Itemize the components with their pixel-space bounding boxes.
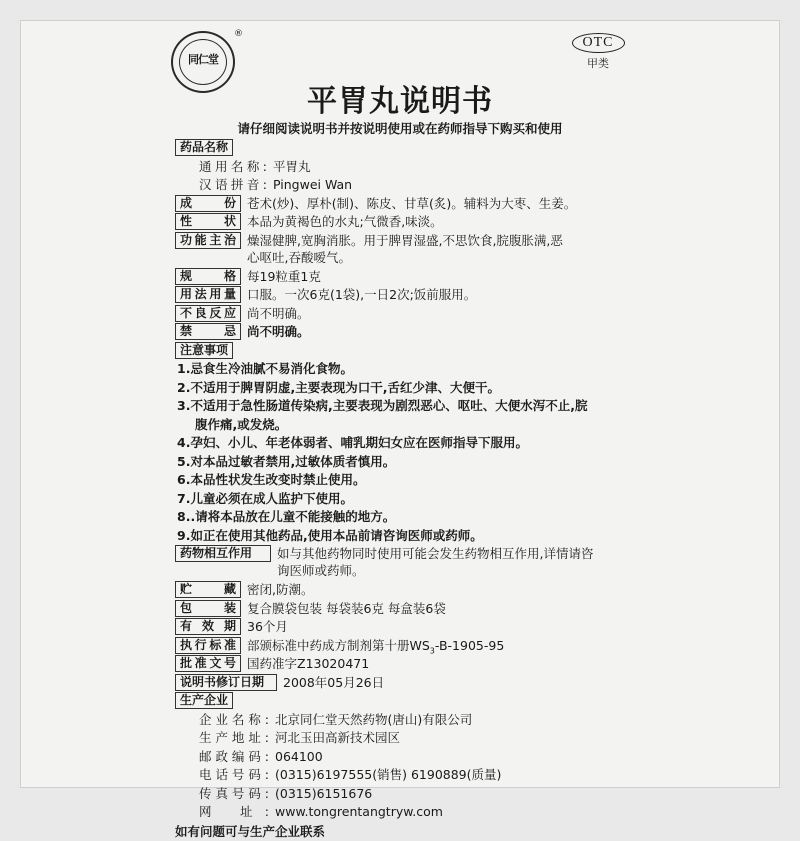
zip-row: [175, 748, 675, 767]
registered-mark: ®: [234, 29, 243, 39]
fax-row: [175, 785, 675, 804]
otc-class: 甲类: [568, 55, 628, 71]
package-value: 复合膜袋包装 每袋装6克 每盒装6袋: [247, 600, 675, 617]
function-value-line2: 心呕吐,吞酸嗳气。: [247, 250, 351, 265]
website-value: www.tongrentangtryw.com: [275, 803, 675, 820]
address-key: 生产地址:: [199, 729, 269, 746]
interaction-value-line2: 询医师或药师。: [277, 563, 365, 578]
standard-row: [175, 637, 675, 656]
character-label: 性 状: [175, 213, 241, 230]
generic-name-value: 平胃丸: [273, 158, 675, 175]
interaction-row: [175, 545, 675, 581]
package-row: [175, 600, 675, 619]
note-item: 2.不适用于脾胃阴虚,主要表现为口干,舌红少津、大便干。: [175, 379, 675, 398]
note-item: 1.忌食生冷油腻不易消化食物。: [175, 360, 675, 379]
note-item-continued: 腹作痛,或发烧。: [175, 416, 675, 435]
usage-value: 口服。一次6克(1袋),一日2次;饭前服用。: [247, 286, 675, 303]
page-subtitle: 请仔细阅读说明书并按说明使用或在药师指导下购买和使用: [21, 119, 779, 137]
spec-label: 规 格: [175, 268, 241, 285]
address-row: [175, 729, 675, 748]
pinyin-row: [175, 176, 675, 195]
phone-key: 电话号码:: [199, 766, 269, 783]
adverse-value: 尚不明确。: [247, 305, 675, 322]
ingredients-label: 成 份: [175, 195, 241, 212]
function-value-line1: 燥湿健脾,宽胸消胀。用于脾胃湿盛,不思饮食,脘腹胀满,恶: [247, 233, 563, 248]
website-row: [175, 803, 675, 822]
notes-label: 注意事项: [175, 342, 233, 359]
pinyin-value: Pingwei Wan: [273, 176, 675, 193]
notes-header: [175, 342, 675, 361]
zip-value: 064100: [275, 748, 675, 765]
usage-row: [175, 286, 675, 305]
validity-row: [175, 618, 675, 637]
approval-label: 批准文号: [175, 655, 241, 672]
function-label: 功能主治: [175, 232, 241, 249]
website-key: 网 址:: [199, 803, 269, 820]
contraindication-row: [175, 323, 675, 342]
drug-name-header: [175, 139, 675, 158]
generic-name-row: [175, 158, 675, 177]
storage-value: 密闭,防潮。: [247, 581, 675, 598]
validity-label: 有 效 期: [175, 618, 241, 635]
interaction-label: 药物相互作用: [175, 545, 271, 562]
logo-text: 同仁堂: [173, 51, 233, 67]
validity-value: 36个月: [247, 618, 675, 635]
note-item: 9.如正在使用其他药品,使用本品前请咨询医师或药师。: [175, 527, 675, 546]
address-value: 河北玉田高新技术园区: [275, 729, 675, 746]
note-item: 8..请将本品放在儿童不能接触的地方。: [175, 508, 675, 527]
fax-value: (0315)6151676: [275, 785, 675, 802]
spec-row: [175, 268, 675, 287]
interaction-value-line1: 如与其他药物同时使用可能会发生药物相互作用,详情请咨: [277, 546, 593, 561]
package-label: 包 装: [175, 600, 241, 617]
otc-label: OTC: [572, 33, 625, 53]
note-item: 3.不适用于急性肠道传染病,主要表现为剧烈恶心、呕吐、大便水泻不止,脘: [175, 397, 675, 416]
manufacturer-label: 生产企业: [175, 692, 233, 709]
phone-value: (0315)6197555(销售) 6190889(质量): [275, 766, 675, 783]
adverse-label: 不良反应: [175, 305, 241, 322]
standard-value-code: -B-1905-95: [435, 638, 504, 653]
usage-label: 用法用量: [175, 286, 241, 303]
manufacturer-header: [175, 692, 675, 711]
interaction-value: [277, 545, 675, 579]
spec-value: 每19粒重1克: [247, 268, 675, 285]
page-title: 平胃丸说明书: [21, 76, 779, 120]
drug-name-label: 药品名称: [175, 139, 233, 156]
note-item: 7.儿童必须在成人监护下使用。: [175, 490, 675, 509]
function-row: [175, 232, 675, 268]
instruction-sheet: [20, 20, 780, 788]
generic-name-key: 通用名称:: [199, 158, 267, 175]
character-row: [175, 213, 675, 232]
content-body: [175, 139, 675, 841]
zip-key: 邮政编码:: [199, 748, 269, 765]
contraindication-value: 尚不明确。: [247, 323, 675, 340]
approval-value: 国药准字Z13020471: [247, 655, 675, 672]
otc-badge: [568, 31, 628, 71]
note-item: 5.对本品过敏者禁用,过敏体质者慎用。: [175, 453, 675, 472]
fax-key: 传真号码:: [199, 785, 269, 802]
standard-subscript: 3: [430, 646, 435, 655]
contraindication-label: 禁 忌: [175, 323, 241, 340]
storage-label: 贮 藏: [175, 581, 241, 598]
ingredients-row: [175, 195, 675, 214]
note-item: 4.孕妇、小儿、年老体弱者、哺乳期妇女应在医师指导下服用。: [175, 434, 675, 453]
adverse-row: [175, 305, 675, 324]
standard-value-main: 部颁标准中药成方制剂第十册WS: [247, 638, 430, 653]
revision-label: 说明书修订日期: [175, 674, 277, 691]
revision-row: [175, 674, 675, 693]
ingredients-value: 苍术(炒)、厚朴(制)、陈皮、甘草(炙)。辅料为大枣、生姜。: [247, 195, 675, 212]
company-name-value: 北京同仁堂天然药物(唐山)有限公司: [275, 711, 675, 728]
function-value: [247, 232, 675, 266]
storage-row: [175, 581, 675, 600]
company-name-row: [175, 711, 675, 730]
character-value: 本品为黄褐色的水丸;气微香,味淡。: [247, 213, 675, 230]
approval-row: [175, 655, 675, 674]
phone-row: [175, 766, 675, 785]
revision-value: 2008年05月26日: [283, 674, 675, 691]
note-item: 6.本品性状发生改变时禁止使用。: [175, 471, 675, 490]
pinyin-key: 汉语拼音:: [199, 176, 267, 193]
company-name-key: 企业名称:: [199, 711, 269, 728]
standard-label: 执行标准: [175, 637, 241, 654]
contact-footer: 如有问题可与生产企业联系: [175, 823, 675, 841]
